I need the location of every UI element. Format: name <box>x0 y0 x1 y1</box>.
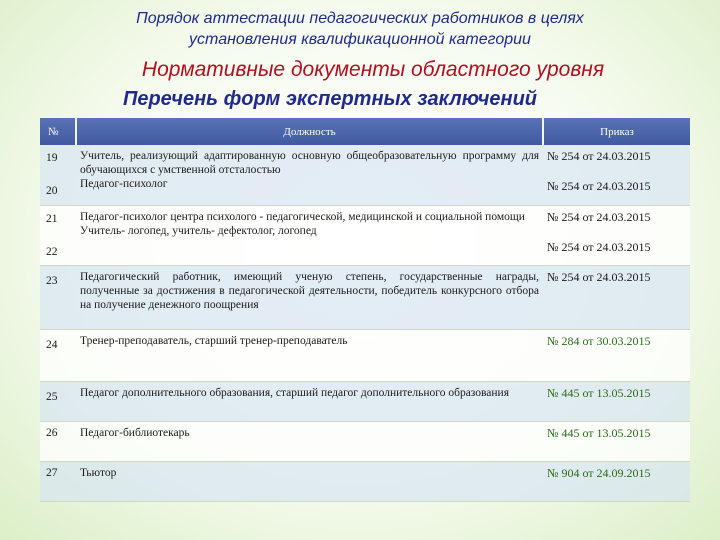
position-text: Педагог дополнительного образования, старший педагог дополнительного образования <box>76 381 543 421</box>
title-line-1: Порядок аттестации педагогических работников в целях <box>136 10 584 27</box>
table-row <box>40 381 690 421</box>
order-text: № 254 от 24.03.2015 <box>547 149 651 163</box>
row-number: 25 <box>40 381 76 421</box>
row-number: 20 <box>46 185 58 197</box>
position-cell <box>76 205 543 265</box>
row-number: 19 <box>46 152 58 164</box>
row-number: 21 <box>46 212 58 225</box>
table-row <box>40 329 690 381</box>
order-text: № 284 от 30.03.2015 <box>543 329 690 381</box>
row-number: 23 <box>40 265 76 329</box>
col-header-position: Должность <box>76 118 543 145</box>
position-text: Педагог-библиотекарь <box>76 421 543 461</box>
row-number: 26 <box>40 421 76 461</box>
position-text: Учитель- логопед, учитель- дефектолог, логопед <box>80 224 317 237</box>
col-header-order: Приказ <box>543 118 690 145</box>
row-number: 24 <box>40 329 76 381</box>
order-text: № 254 от 24.03.2015 <box>547 179 651 193</box>
order-text: № 445 от 13.05.2015 <box>543 381 690 421</box>
order-text: № 254 от 24.03.2015 <box>547 239 651 254</box>
forms-table <box>40 118 690 502</box>
slide-subtitle: Нормативные документы областного уровня <box>141 58 605 81</box>
list-title: Перечень форм экспертных заключений <box>122 88 538 110</box>
table-row <box>40 265 690 329</box>
position-text: Учитель, реализующий адаптированную основную общеобразовательную программу для обучающихся с умственной отсталостью <box>80 150 539 176</box>
order-text: № 254 от 24.03.2015 <box>547 209 651 224</box>
row-number: 22 <box>46 245 58 258</box>
table-row <box>40 205 690 265</box>
col-header-number: № <box>40 118 76 145</box>
row-number-cell <box>40 145 76 205</box>
table-row <box>40 421 690 461</box>
table-row <box>40 145 690 205</box>
table-row <box>40 461 690 501</box>
position-cell <box>76 145 543 205</box>
order-text: № 445 от 13.05.2015 <box>543 421 690 461</box>
row-number: 27 <box>40 461 76 501</box>
slide-title <box>0 8 720 50</box>
order-text: № 904 от 24.09.2015 <box>543 461 690 501</box>
position-text: Тренер-преподаватель, старший тренер-преподаватель <box>76 329 543 381</box>
order-cell <box>543 145 690 205</box>
position-text: Педагог-психолог центра психолого - педагогической, медицинской и социальной помощи <box>80 210 525 223</box>
position-text: Педагогический работник, имеющий ученую степень, государственные награды, полученные за достижения в педагогической деятельности, победитель конкурсного отбора на получение денежного поощрения <box>76 265 543 329</box>
position-text: Педагог-психолог <box>80 178 168 190</box>
row-number-cell <box>40 205 76 265</box>
order-text: № 254 от 24.03.2015 <box>543 265 690 329</box>
position-text: Тьютор <box>76 461 543 501</box>
order-cell <box>543 205 690 265</box>
table-header-row <box>40 118 690 145</box>
title-line-2: установления квалификационной категории <box>189 31 531 48</box>
